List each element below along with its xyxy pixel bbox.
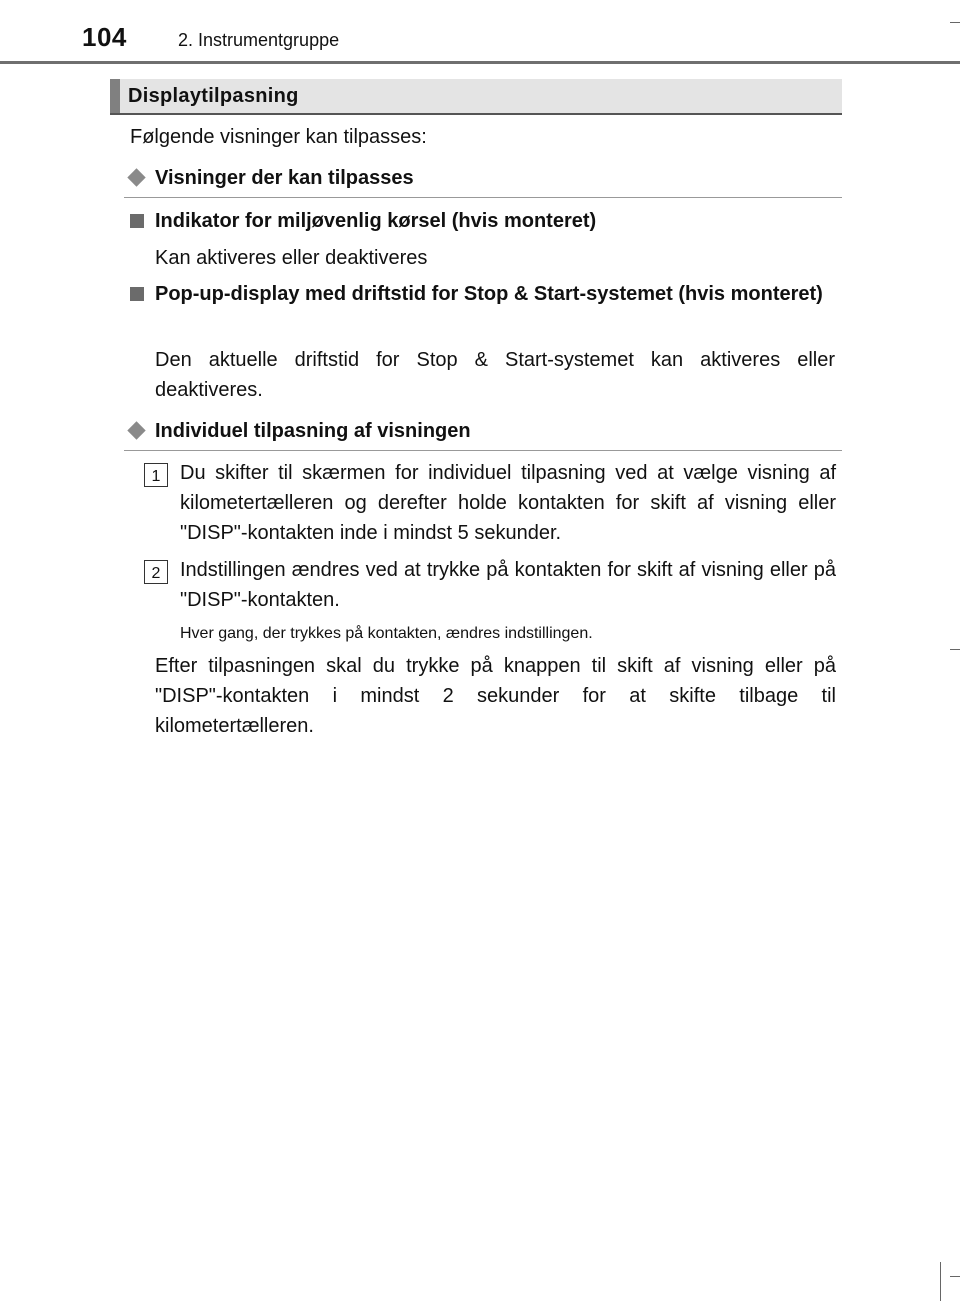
crop-mark [950, 1276, 960, 1277]
page-number: 104 [82, 22, 127, 52]
page-header [0, 0, 960, 64]
crop-mark [940, 1262, 941, 1301]
step-number-badge: 1 [144, 463, 168, 487]
item-text: Den aktuelle driftstid for Stop & Start-systemet kan aktiveres eller deaktiveres. [155, 349, 835, 401]
chapter-title: 2. Instrumentgruppe [178, 30, 340, 50]
step-number-badge: 2 [144, 560, 168, 584]
section-rule [110, 113, 842, 115]
header-rule [0, 61, 960, 64]
subsection-rule [124, 450, 842, 451]
item-heading-text: Pop-up-display med driftstid for Stop & Start-systemet (hvis monteret) [155, 283, 823, 305]
square-bullet-icon [130, 287, 144, 301]
step-text: Du skifter til skærmen for individuel tilpasning ved at vælge visning af kilometertælleren og derefter holde kontakten for skift af visning eller "DISP"-kontakten inde i mindst 5 sekunder. [180, 462, 836, 544]
step-text: Indstillingen ændres ved at trykke på kontakten for skift af visning eller på "DISP"-kontakten. [180, 559, 836, 611]
item-heading [130, 279, 836, 309]
item-heading [130, 206, 836, 236]
diamond-bullet-icon [127, 169, 145, 187]
section-title-bar [110, 79, 842, 113]
closing-text: Efter tilpasningen skal du trykke på knappen til skift af visning eller på "DISP"-kontakten i mindst 2 sekunder for at skifte tilbage til kilometertælleren. [155, 655, 836, 737]
item-text: Kan aktiveres eller deaktiveres [155, 247, 428, 269]
diamond-bullet-icon [127, 422, 145, 440]
section-title: Displaytilpasning [128, 85, 299, 107]
step-note: Hver gang, der trykkes på kontakten, ændres indstillingen. [180, 625, 593, 642]
square-bullet-icon [130, 214, 144, 228]
item-heading-text: Indikator for miljøvenlig kørsel (hvis monteret) [155, 210, 597, 232]
crop-mark [950, 22, 960, 23]
subsection-heading [124, 163, 414, 193]
subsection-heading [124, 416, 471, 446]
subsection-heading-text: Visninger der kan tilpasses [155, 167, 414, 189]
subsection-rule [124, 197, 842, 198]
crop-mark [950, 649, 960, 650]
section-accent [110, 79, 120, 113]
subsection-heading-text: Individuel tilpasning af visningen [155, 420, 471, 442]
intro-text: Følgende visninger kan tilpasses: [130, 126, 427, 148]
